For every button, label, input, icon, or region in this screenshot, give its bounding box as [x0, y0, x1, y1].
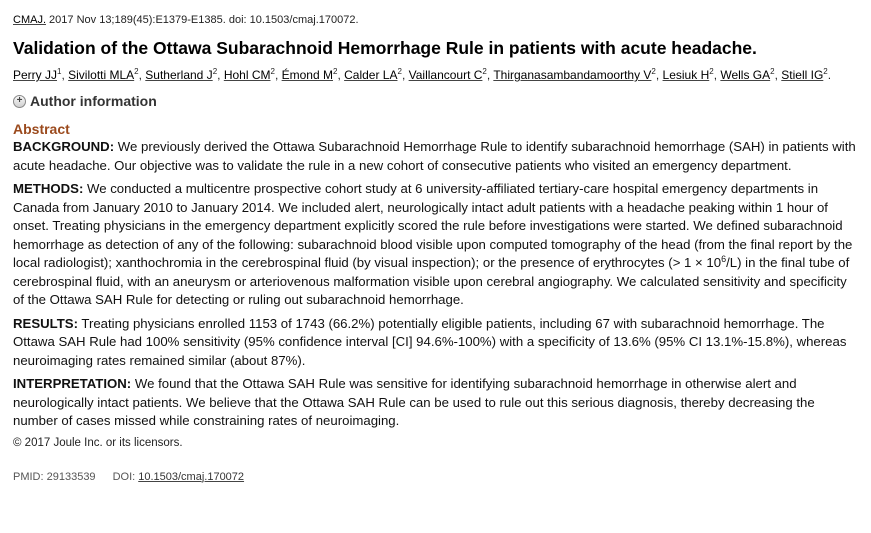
doi-link[interactable]: 10.1503/cmaj.170072 — [138, 470, 245, 483]
affiliation-marker: 2 — [823, 67, 828, 76]
section-label: RESULTS: — [13, 315, 78, 331]
author-link[interactable]: Sivilotti MLA — [68, 68, 135, 82]
affiliation-marker: 2 — [651, 67, 656, 76]
abstract-heading: Abstract — [13, 121, 70, 137]
author-information-toggle[interactable] — [13, 92, 858, 110]
citation-details: 2017 Nov 13;189(45):E1379-E1385. doi: 10.1503/cmaj.170072. — [46, 14, 359, 26]
section-text: /L) in the final tube of cerebrospinal fluid, with an aneurysm or arteriovenous malformation visible upon cerebral angiography. We calculated sensitivity and specificity of the Ottawa SAH Rule for detecting or ruling out subarachnoid hemorrhage. — [13, 255, 850, 307]
doi-label: DOI: — [112, 470, 139, 483]
section-label: BACKGROUND: — [13, 139, 115, 154]
abstract-results — [13, 315, 858, 371]
author-link[interactable]: Perry JJ — [13, 68, 58, 82]
author-link[interactable]: Calder LA — [344, 68, 398, 82]
pmid: PMID: 29133539 — [13, 470, 96, 483]
affiliation-marker: 2 — [482, 67, 487, 76]
author-link[interactable]: Stiell IG — [781, 68, 824, 82]
author-link[interactable]: Émond M — [281, 68, 333, 82]
section-text: We found that the Ottawa SAH Rule was sensitive for identifying subarachnoid hemorrhage in otherwise alert and neurologically intact patients. We believe that the Ottawa SAH Rule can be used to rule out this serious diagnosis, thereby decreasing the number of cases missed while constraining rates of neuroimaging. — [13, 376, 815, 428]
copyright-notice: © 2017 Joule Inc. or its licensors. — [13, 436, 183, 449]
exponent: 6 — [721, 254, 727, 264]
article-title: Validation of the Ottawa Subarachnoid Hemorrhage Rule in patients with acute headache. — [13, 38, 757, 58]
author-link[interactable]: Sutherland J — [145, 68, 213, 82]
section-label: METHODS: — [13, 181, 84, 196]
journal-link[interactable]: CMAJ. — [13, 14, 46, 26]
author-link[interactable]: Vaillancourt C — [408, 68, 483, 82]
citation-line — [13, 13, 858, 27]
affiliation-marker: 2 — [270, 67, 275, 76]
abstract-interpretation — [13, 375, 858, 431]
abstract-background — [13, 138, 858, 175]
section-text: We previously derived the Ottawa Subarachnoid Hemorrhage Rule to identify subarachnoid hemorrhage (SAH) in patients with acute headache. Our objective was to validate the rule in a new cohort of consecutive patients who visited an emergency department. — [13, 139, 856, 173]
author-link[interactable]: Lesiuk H — [662, 68, 710, 82]
author-information-label: Author information — [30, 93, 157, 109]
identifiers-line — [13, 470, 858, 484]
author-list: Perry $JJ^1$, Sivilotti MLA$^2$, Sutherland $J^2$, Hohl $CM^2$, Émond $M^2$, Calder $LA^2$, Vaillancourt $C^2$, Thirganasambandamoorthy $V^2$, Lesiuk $H^2$, Wells $GA^2$, Stiell $IG^2$. — [13, 67, 832, 82]
affiliation-marker: 2 — [397, 67, 402, 76]
section-label: INTERPRETATION: — [13, 376, 132, 391]
author-link[interactable]: Hohl CM — [223, 68, 271, 82]
section-text: We conducted a multicentre prospective cohort study at 6 university-affiliated tertiary-care hospital emergency departments in Canada from January 2010 to January 2014. We included alert, neurologically intact adult patients with a headache peaking within 1 hour of onset. Treating physicians in the emergency department explicitly scored the rule before investigations were started. We defined subarachnoid hemorrhage as detection of any of the following: subarachnoid blood visible upon computed tomography of the head (from the final report by the local radiologist); xanthochromia in the cerebrospinal fluid (by visual inspection); or the presence of erythrocytes (> 1 × 10 — [13, 181, 853, 270]
abstract-methods — [13, 180, 858, 310]
affiliation-marker: 1 — [57, 67, 62, 76]
affiliation-marker: 2 — [134, 67, 139, 76]
affiliation-marker: 2 — [212, 67, 218, 76]
affiliation-marker: 2 — [709, 67, 714, 76]
author-link[interactable]: Thirganasambandamoorthy V — [493, 68, 652, 82]
section-text: Treating physicians enrolled 1153 of 1743 (66.2%) potentially eligible patients, including 67 with subarachnoid hemorrhage. The Ottawa SAH Rule had 100% sensitivity (95% confidence interval [CI] 94.6%-100%) with a specificity of 13.6% (95% CI 13.1%-15.8%), whereas neuroimaging rates remained similar (about 87%). — [13, 315, 847, 368]
affiliation-marker: 2 — [770, 67, 775, 76]
author-link[interactable]: Wells GA — [720, 68, 771, 82]
plus-circle-icon[interactable]: + — [13, 95, 26, 108]
affiliation-marker: 2 — [332, 67, 338, 76]
